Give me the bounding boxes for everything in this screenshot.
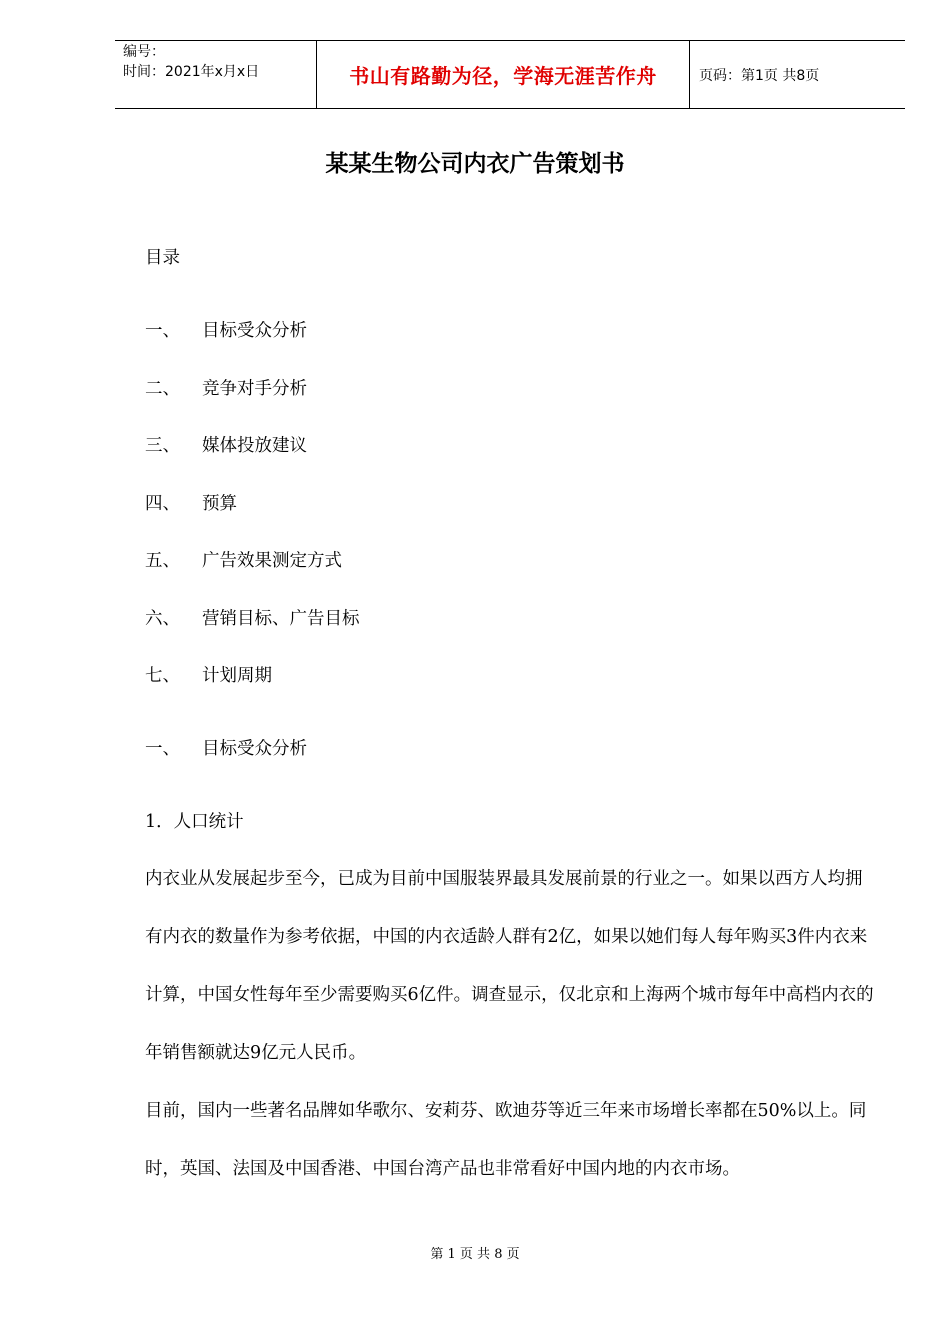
toc-item-label: 计划周期 [202,666,272,686]
toc-item [145,549,342,573]
header-meta-cell [115,41,316,108]
toc-item-number: 七、 [145,666,180,686]
page-info: 页码：第1页 共8页 [699,67,820,84]
header-table [115,40,905,109]
toc-item [145,434,307,458]
toc-item [145,319,307,343]
header-page-cell [690,41,905,108]
document-title: 某某生物公司内衣广告策划书 [325,150,625,177]
header-motto-cell [316,41,690,108]
toc-item-label: 预算 [202,494,237,514]
section-number: 一、 [145,739,180,759]
toc-item-label: 目标受众分析 [202,321,307,341]
toc-item [145,492,237,516]
toc-item-number: 五、 [145,551,180,571]
time-label: 时间：2021年x月x日 [123,64,260,80]
subsection-heading: 1．人口统计 [145,812,244,832]
toc-item-number: 三、 [145,436,180,456]
body-paragraph: 目前，国内一些著名品牌如华歌尔、安莉芬、欧迪芬等近三年来市场增长率都在50%以上。同时，英国、法国及中国香港、中国台湾产品也非常看好中国内地的内衣市场。 [145,1101,867,1179]
toc-item-label: 媒体投放建议 [202,436,307,456]
toc-item-number: 六、 [145,609,180,629]
toc-item-label: 广告效果测定方式 [202,551,342,571]
toc-item-number: 四、 [145,494,180,514]
motto: 书山有路勤为径，学海无涯苦作舟 [349,64,657,88]
toc-item [145,664,272,688]
serial-label: 编号： [123,44,165,60]
toc-item-number: 二、 [145,379,180,399]
toc-heading: 目录 [145,248,180,268]
toc-item [145,377,307,401]
toc-item-label: 营销目标、广告目标 [202,609,360,629]
section-heading [145,737,307,761]
section-title: 目标受众分析 [202,739,307,759]
toc-item-label: 竞争对手分析 [202,379,307,399]
toc-item-number: 一、 [145,321,180,341]
body-paragraph: 内衣业从发展起步至今，已成为目前中国服装界最具发展前景的行业之一。如果以西方人均拥有内衣的数量作为参考依据，中国的内衣适龄人群有2亿，如果以她们每人每年购买3件内衣来计算，中国女性每年至少需要购买6亿件。调查显示，仅北京和上海两个城市每年中高档内衣的年销售额就达9亿元人民币。 [145,869,874,1063]
page-footer: 第 1 页 共 8 页 [430,1247,520,1262]
toc-item [145,607,360,631]
